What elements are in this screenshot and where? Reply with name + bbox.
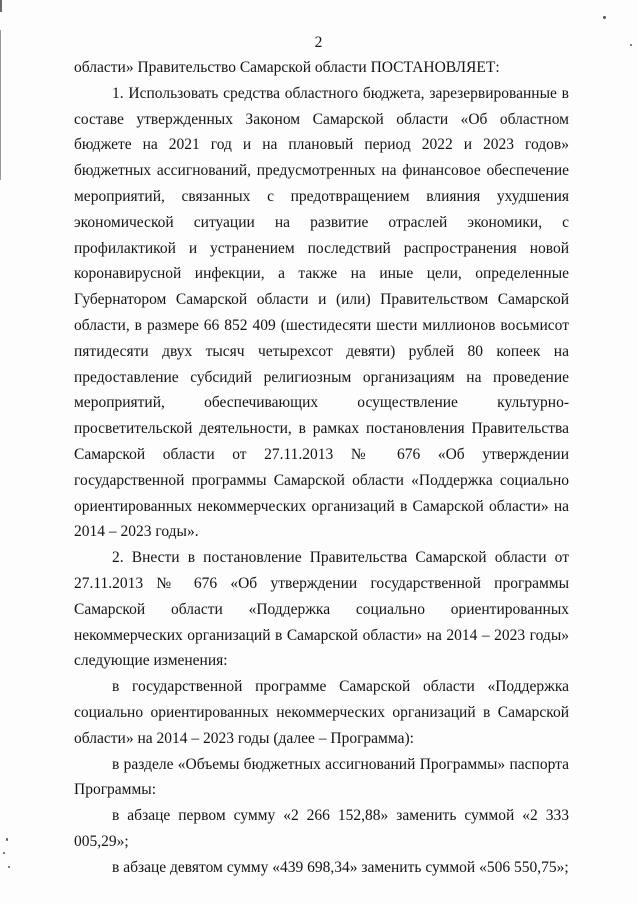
scan-speck: [603, 16, 606, 19]
scan-speck: [8, 866, 10, 868]
page-number: 2: [314, 34, 323, 51]
paragraph-first-sum: в абзаце первом сумму «2 266 152,88» заменить суммой «2 333 005,29»;: [74, 807, 569, 850]
scan-edge-mark: [0, 0, 2, 12]
document-body: [74, 55, 569, 881]
paragraph-ninth-sum: в абзаце девятом сумму «439 698,34» заменить суммой «506 550,75»;: [112, 858, 569, 876]
scan-edge-mark: [0, 30, 1, 180]
scan-speck: [6, 838, 8, 841]
paragraph-intro: области» Правительство Самарской области ПОСТАНОВЛЯЕТ:: [74, 59, 500, 76]
paragraph-section-budget: в разделе «Объемы бюджетных ассигнований Программы» паспорта Программы:: [74, 755, 569, 799]
paragraph-item-2: 2. Внести в постановление Правительства Самарской области от 27.11.2013 № 676 «Об утверждении государственной программы Самарской области «Поддержка социально ориентированных некоммерческих организаций в Самарской области» на 2014 – 2023 годы» следующие изменения:: [74, 549, 569, 670]
paragraph-item-1: 1. Использовать средства областного бюджета, зарезервированные в составе утвержденных Законом Самарской области «Об областном бюджете на 2021 год и на плановый период 2022 и 2023 годов» бюджетных ассигнований, предусмотренных на финансовое обеспечение мероприятий, связанных с предотвращением влияния ухудшения экономической ситуации на развитие отраслей экономики, с профилактикой и устранением последствий распространения новой коронавирусной инфекции, а также на иные цели, определенные Губернатором Самарской области и (или) Правительством Самарской области, в размере 66 852 409 (шестидесяти шести миллионов восьмисот пятидесяти двух тысяч четырехсот девяти) рублей 80 копеек на предоставление субсидий религиозным организациям на проведение мероприятий, обеспечивающих осуществление культурно-просветительской деятельности, в рамках постановления Правительства Самарской области от 27.11.2013 № 676 «Об утверждении государственной программы Самарской области «Поддержка социально ориентированных некоммерческих организаций в Самарской области» на 2014 – 2023 годы».: [74, 84, 569, 541]
scan-speck: [3, 852, 5, 854]
paragraph-program-changes: в государственной программе Самарской области «Поддержка социально ориентированных некоммерческих организаций в Самарской области» на 2014 – 2023 годы (далее – Программа):: [74, 678, 569, 747]
